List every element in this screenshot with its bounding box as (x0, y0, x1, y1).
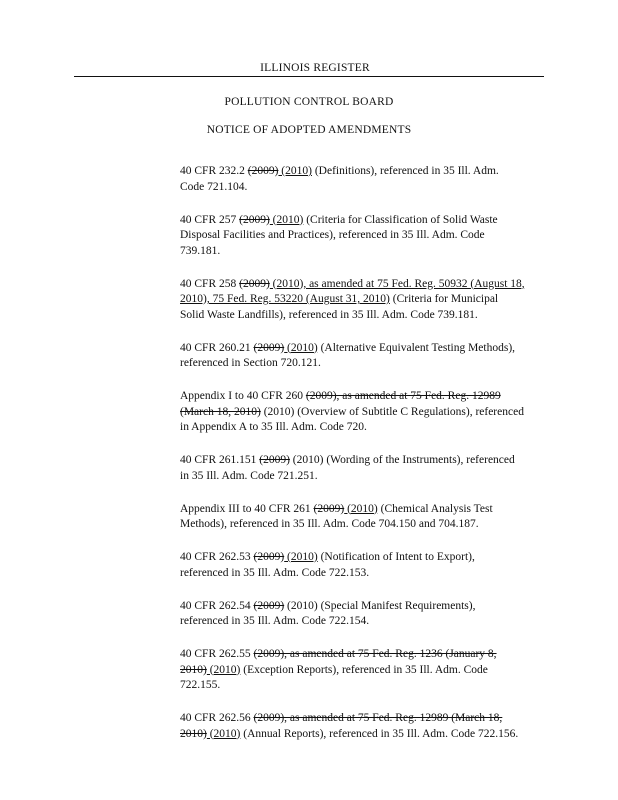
reference-text: 40 CFR 262.55 (180, 648, 254, 660)
inserted-text: (2010), as amended at 75 Fed. Reg. 50932 (August 18, 2010), 75 Fed. Reg. 53220 (August 31, 2010) (180, 277, 525, 305)
deleted-text: (2009) (259, 454, 290, 466)
reference-entry (180, 599, 525, 630)
reference-text: 40 CFR 262.53 (180, 551, 254, 563)
reference-entry (180, 164, 525, 195)
deleted-text: (2009) (313, 502, 345, 515)
deleted-text: (2009) (253, 551, 285, 563)
reference-text: (2010) (Special Manifest Requirements), referenced in 35 Ill. Adm. Code 722.154. (180, 599, 476, 627)
reference-text: (Definitions), referenced in 35 Ill. Adm. Code 721.104. (180, 165, 499, 193)
reference-text: 40 CFR 258 (180, 277, 240, 290)
deleted-text: (2009) (253, 599, 285, 612)
reference-text: (Chemical Analysis Test Methods), referenced in 35 Ill. Adm. Code 704.150 and 704.187. (180, 502, 493, 530)
reference-text: 40 CFR 261.151 (180, 454, 260, 466)
reference-text: (2010) (Overview of Subtitle C Regulations), referenced in Appendix A to 35 Ill. Adm. Code 720. (180, 405, 524, 433)
notice-title: NOTICE OF ADOPTED AMENDMENTS (206, 124, 412, 136)
deleted-text: (2009), as amended at 75 Fed. Reg. 1236 (January 8, 2010) (180, 648, 497, 676)
reference-entry (180, 711, 525, 742)
reference-text: (Notification of Intent to Export), referenced in 35 Ill. Adm. Code 722.153. (180, 551, 475, 579)
reference-text: (Annual Reports), referenced in 35 Ill. Adm. Code 722.156. (240, 727, 519, 740)
reference-text: Appendix III to 40 CFR 261 (180, 502, 314, 515)
reference-entry (180, 277, 525, 324)
deleted-text: (2009) (239, 213, 270, 226)
deleted-text: (2009), as amended at 75 Fed. Reg. 12989 (March 18, 2010) (180, 712, 503, 740)
reference-text: (Exception Reports), referenced in 35 Ill. Adm. Code 722.155. (180, 663, 488, 691)
inserted-text: (2010) (284, 341, 318, 354)
inserted-text: (2010) (269, 213, 304, 226)
deleted-text: (2009) (239, 277, 270, 290)
deleted-text: (2009) (253, 341, 285, 354)
reference-text: 40 CFR 262.56 (180, 712, 254, 724)
reference-entry (180, 213, 525, 260)
register-title: ILLINOIS REGISTER (260, 62, 370, 74)
reference-text: Appendix I to 40 CFR 260 (180, 390, 306, 402)
inserted-text: (2010) (206, 663, 241, 676)
deleted-text: (2009), as amended at 75 Fed. Reg. 12989 (March 18, 2010) (180, 390, 501, 418)
reference-entry (180, 550, 525, 581)
reference-entry (180, 502, 525, 533)
reference-text: (2010) (Wording of the Instruments), referenced in 35 Ill. Adm. Code 721.251. (180, 454, 515, 482)
reference-text: 40 CFR 260.21 (180, 341, 254, 354)
board-title: POLLUTION CONTROL BOARD (224, 96, 394, 108)
reference-entry (180, 647, 525, 694)
deleted-text: (2009) (247, 165, 279, 177)
header-rule (74, 76, 544, 77)
reference-entry (180, 389, 525, 436)
inserted-text: (2010) (284, 551, 318, 563)
inserted-text: (2010) (278, 165, 312, 177)
reference-text: (Criteria for Classification of Solid Waste Disposal Facilities and Practices), referenced in 35 Ill. Adm. Code 739.181. (180, 213, 498, 257)
inserted-text: (2010) (344, 502, 378, 515)
reference-text: 40 CFR 232.2 (180, 165, 248, 177)
reference-entry (180, 453, 525, 484)
reference-list (180, 164, 525, 760)
reference-text: (Criteria for Municipal Solid Waste Landfills), referenced in 35 Ill. Adm. Code 739.181. (180, 293, 499, 321)
reference-text: (Alternative Equivalent Testing Methods), referenced in Section 720.121. (180, 341, 516, 369)
reference-text: 40 CFR 257 (180, 213, 240, 226)
inserted-text: (2010) (206, 727, 241, 740)
reference-entry (180, 341, 525, 372)
reference-text: 40 CFR 262.54 (180, 599, 254, 612)
